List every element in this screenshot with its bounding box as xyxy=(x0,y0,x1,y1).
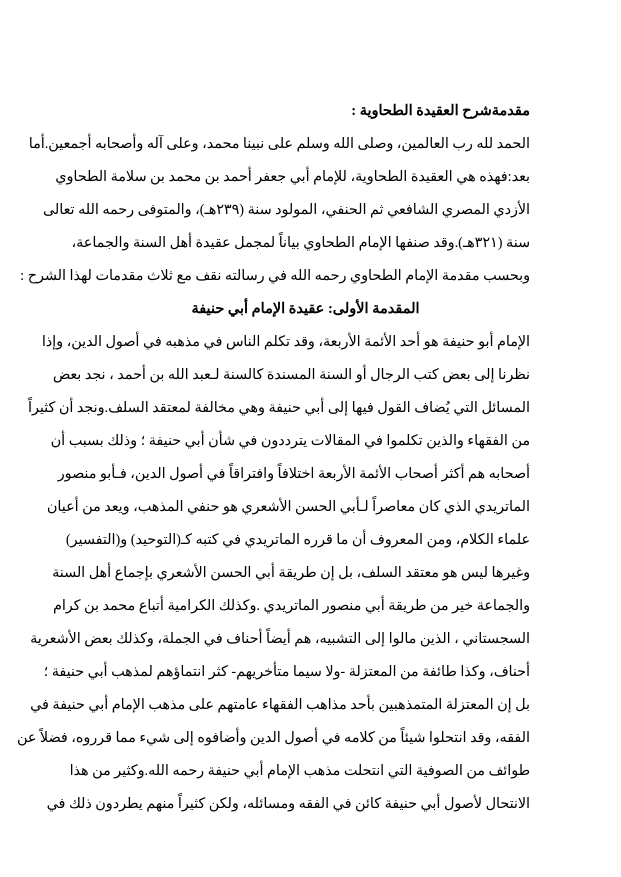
section-heading: المقدمة الأولى: عقيدة الإمام أبي حنيفة xyxy=(191,301,420,317)
text-line: الحمد لله رب العالمين، وصلى الله وسلم على نبينا محمد، وعلى آله وأصحابه أجمعين.أما xyxy=(28,136,530,152)
page-title: مقدمةشرح العقيدة الطحاوية : xyxy=(351,103,530,119)
text-line: الماتريدي الذي كان معاصراً لـأبي الحسن الأشعري هو حنفي المذهب، ويعد من أعيان xyxy=(46,499,530,515)
text-line: السجستاني ، الذين مالوا إلى التشبيه، هم أيضاً أحناف في الجملة، وكذلك بعض الأشعرية xyxy=(30,631,530,647)
text-line: من الفقهاء والذين تكلموا في المقالات يترددون في شأن أبي حنيفة ؛ وذلك بسبب أن xyxy=(50,433,530,449)
text-line: علماء الكلام، ومن المعروف أن ما قرره الماتريدي في كتبه كـ(التوحيد) و(التفسير) xyxy=(65,532,530,548)
text-line: الأزدي المصري الشافعي ثم الحنفي، المولود سنة (٢٣٩هـ)، والمتوفى رحمه الله تعالى xyxy=(42,202,530,218)
text-line: الإمام أبو حنيفة هو أحد الأئمة الأربعة، وقد تكلم الناس في مذهبه في أصول الدين، وإذا xyxy=(41,334,530,350)
intro-paragraph xyxy=(20,128,530,293)
text-line: وغيرها ليس هو معتقد السلف، بل إن طريقة أبي الحسن الأشعري بإجماع أهل السنة xyxy=(52,565,530,581)
text-line: أصحابه هم أكثر أصحاب الأئمة الأربعة اختلافاً وافتراقاً في أصول الدين، فـأبو منصور xyxy=(57,466,530,482)
title-block xyxy=(81,95,530,128)
text-line: سنة (٣٢١هـ).وقد صنفها الإمام الطحاوي بياناً لمجمل عقيدة أهل السنة والجماعة، xyxy=(71,235,530,251)
text-line: بعد:فهذه هي العقيدة الطحاوية، للإمام أبي جعفر أحمد بن محمد بن سلامة الطحاوي xyxy=(55,169,530,185)
text-line: بل إن المعتزلة المتمذهبين بأحد مذاهب الفقهاء عامتهم على مذهب الإمام أبي حنيفة في xyxy=(30,697,530,713)
text-line: أحناف، وكذا طائفة من المعتزلة -ولا سيما متأخريهم- كثر انتماؤهم لمذهب أبي حنيفة ؛ xyxy=(43,664,530,680)
text-line: الانتحال لأصول أبي حنيفة كائن في الفقه ومسائله، ولكن كثيراً منهم يطردون ذلك في xyxy=(46,796,530,812)
text-line: نظرنا إلى بعض كتب الرجال أو السنة المسندة كالسنة لـعبد الله بن أحمد ، نجد بعض xyxy=(52,367,530,383)
text-line: طوائف من الصوفية التي انتحلت مذهب الإمام أبي حنيفة رحمه الله.وكثير من هذا xyxy=(69,763,530,779)
body-paragraph xyxy=(16,326,530,821)
text-line: وبحسب مقدمة الإمام الطحاوي رحمه الله في رسالته نقف مع ثلاث مقدمات لهذا الشرح : xyxy=(20,268,530,284)
text-line: الفقه، وقد انتحلوا شيئاً من كلامه في أصول الدين وأضافوه إلى شيء مما قرروه، فضلاً عن xyxy=(16,730,530,746)
section-heading-block xyxy=(81,293,530,326)
text-line: والجماعة خير من طريقة أبي منصور الماتريدي .وكذلك الكرامية أتباع محمد بن كرام xyxy=(52,598,530,614)
text-line: المسائل التي يُضاف القول فيها إلى أبي حنيفة وهي مخالفة لمعتقد السلف.ونجد أن كثيراً xyxy=(28,400,530,416)
